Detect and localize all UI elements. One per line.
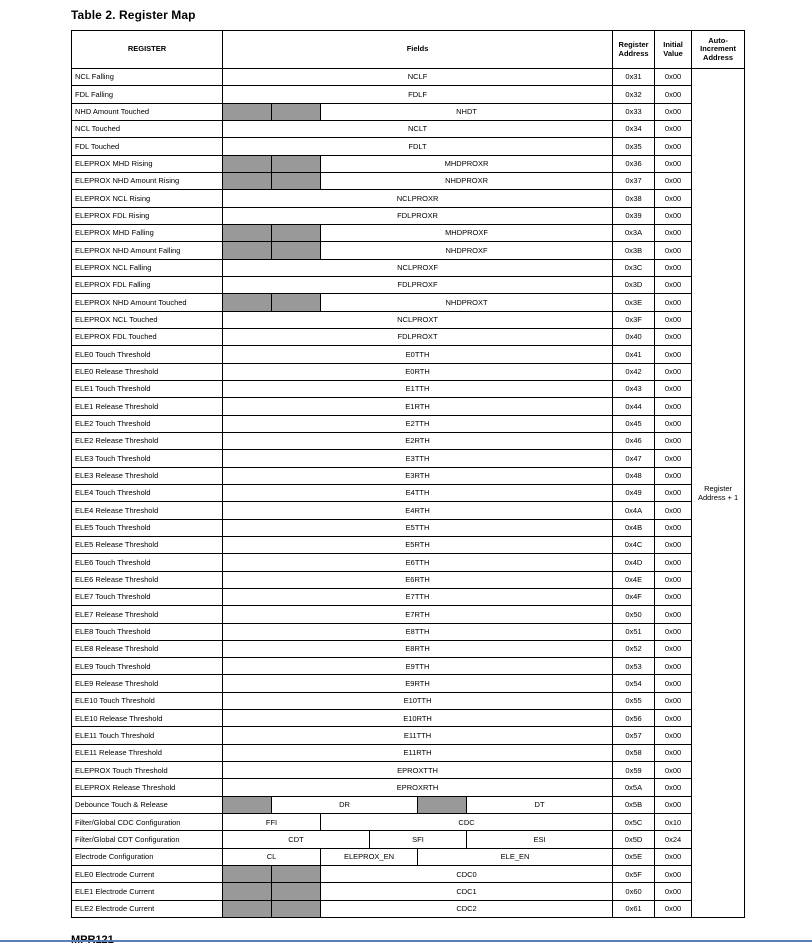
register-address: 0x35 [613, 138, 655, 155]
register-name: ELEPROX NHD Amount Rising [72, 172, 223, 189]
register-name: ELE2 Touch Threshold [72, 415, 223, 432]
table-row [72, 519, 745, 536]
initial-value: 0x00 [655, 796, 692, 813]
table-row [72, 259, 745, 276]
register-address: 0x31 [613, 69, 655, 86]
register-name: ELE3 Touch Threshold [72, 450, 223, 467]
initial-value: 0x00 [655, 554, 692, 571]
field-cell: E1TTH [223, 380, 613, 397]
table-row [72, 796, 745, 813]
register-address: 0x39 [613, 207, 655, 224]
register-name: ELE10 Release Threshold [72, 710, 223, 727]
register-address: 0x3E [613, 294, 655, 311]
register-name: ELEPROX Touch Threshold [72, 762, 223, 779]
initial-value: 0x00 [655, 224, 692, 241]
register-name: ELEPROX Release Threshold [72, 779, 223, 796]
register-address: 0x57 [613, 727, 655, 744]
field-cell: E5RTH [223, 536, 613, 553]
register-name: NHD Amount Touched [72, 103, 223, 120]
table-row [72, 675, 745, 692]
register-address: 0x61 [613, 900, 655, 917]
field-cell: NHDT [321, 103, 613, 120]
field-cell: NHDPROXF [321, 242, 613, 259]
field-cell: E2RTH [223, 432, 613, 449]
initial-value: 0x00 [655, 502, 692, 519]
initial-value: 0x24 [655, 831, 692, 848]
register-address: 0x38 [613, 190, 655, 207]
initial-value: 0x00 [655, 606, 692, 623]
field-cell: ELE_EN [418, 848, 613, 865]
field-cell: E7TTH [223, 588, 613, 605]
register-name: ELE0 Release Threshold [72, 363, 223, 380]
initial-value: 0x00 [655, 692, 692, 709]
table-row [72, 571, 745, 588]
initial-value: 0x00 [655, 432, 692, 449]
initial-value: 0x00 [655, 467, 692, 484]
field-cell: E0RTH [223, 363, 613, 380]
initial-value: 0x00 [655, 450, 692, 467]
register-name: ELE6 Release Threshold [72, 571, 223, 588]
register-address: 0x5D [613, 831, 655, 848]
table-row [72, 294, 745, 311]
field-cell: FDLPROXF [223, 276, 613, 293]
table-row [72, 502, 745, 519]
initial-value: 0x00 [655, 294, 692, 311]
register-name: ELE7 Release Threshold [72, 606, 223, 623]
register-name: Filter/Global CDT Configuration [72, 831, 223, 848]
initial-value: 0x00 [655, 380, 692, 397]
initial-value: 0x00 [655, 138, 692, 155]
table-title: Table 2. Register Map [71, 8, 196, 22]
register-address: 0x3F [613, 311, 655, 328]
register-name: Filter/Global CDC Configuration [72, 814, 223, 831]
register-address: 0x47 [613, 450, 655, 467]
reserved-bit-cell [418, 796, 467, 813]
field-cell: E6TTH [223, 554, 613, 571]
table-row [72, 866, 745, 883]
register-name: ELE6 Touch Threshold [72, 554, 223, 571]
register-address: 0x49 [613, 484, 655, 501]
table-row [72, 692, 745, 709]
table-row [72, 640, 745, 657]
register-address: 0x50 [613, 606, 655, 623]
field-cell: E9TTH [223, 658, 613, 675]
reserved-bit-cell [272, 866, 321, 883]
initial-value: 0x00 [655, 536, 692, 553]
register-map-table [71, 30, 745, 918]
initial-value: 0x00 [655, 658, 692, 675]
field-cell: ELEPROX_EN [321, 848, 418, 865]
register-name: ELE3 Release Threshold [72, 467, 223, 484]
table-row [72, 224, 745, 241]
table-row [72, 432, 745, 449]
register-name: ELE10 Touch Threshold [72, 692, 223, 709]
register-address: 0x40 [613, 328, 655, 345]
field-cell: E10RTH [223, 710, 613, 727]
table-row [72, 606, 745, 623]
table-row [72, 467, 745, 484]
field-cell: E6RTH [223, 571, 613, 588]
table-row [72, 172, 745, 189]
table-row [72, 554, 745, 571]
reserved-bit-cell [223, 900, 272, 917]
register-name: ELEPROX FDL Falling [72, 276, 223, 293]
field-cell: CDC0 [321, 866, 613, 883]
register-name: ELEPROX NCL Falling [72, 259, 223, 276]
table-row [72, 623, 745, 640]
register-name: ELE8 Release Threshold [72, 640, 223, 657]
reserved-bit-cell [223, 883, 272, 900]
field-cell: E7RTH [223, 606, 613, 623]
register-address: 0x3D [613, 276, 655, 293]
register-address: 0x3A [613, 224, 655, 241]
table-row [72, 484, 745, 501]
table-row [72, 380, 745, 397]
reserved-bit-cell [272, 900, 321, 917]
reserved-bit-cell [272, 242, 321, 259]
register-address: 0x4E [613, 571, 655, 588]
register-name: NCL Falling [72, 69, 223, 86]
register-address: 0x51 [613, 623, 655, 640]
initial-value: 0x00 [655, 848, 692, 865]
initial-value: 0x00 [655, 484, 692, 501]
register-name: ELE11 Release Threshold [72, 744, 223, 761]
table-row [72, 727, 745, 744]
initial-value: 0x00 [655, 120, 692, 137]
table-row [72, 398, 745, 415]
register-address: 0x32 [613, 86, 655, 103]
initial-value: 0x00 [655, 866, 692, 883]
field-cell: FFI [223, 814, 321, 831]
register-name: ELE9 Release Threshold [72, 675, 223, 692]
register-header: REGISTER [72, 31, 223, 69]
fields-header: Fields [223, 31, 613, 69]
field-cell: NCLPROXR [223, 190, 613, 207]
initial-value: 0x00 [655, 779, 692, 796]
field-cell: E1RTH [223, 398, 613, 415]
table-row [72, 328, 745, 345]
initial-value: 0x00 [655, 346, 692, 363]
register-name: FDL Touched [72, 138, 223, 155]
field-cell: E4RTH [223, 502, 613, 519]
initial-value: 0x00 [655, 69, 692, 86]
initial-value: 0x00 [655, 744, 692, 761]
initial-value: 0x00 [655, 900, 692, 917]
register-address: 0x5C [613, 814, 655, 831]
initial-value: 0x00 [655, 242, 692, 259]
register-address: 0x5E [613, 848, 655, 865]
register-address: 0x59 [613, 762, 655, 779]
field-cell: NCLPROXF [223, 259, 613, 276]
register-name: ELEPROX FDL Rising [72, 207, 223, 224]
register-address: 0x55 [613, 692, 655, 709]
reserved-bit-cell [223, 172, 272, 189]
table-row [72, 346, 745, 363]
initial-value-header: Initial Value [655, 31, 692, 69]
register-name: ELE4 Release Threshold [72, 502, 223, 519]
register-address: 0x42 [613, 363, 655, 380]
register-name: ELE1 Release Threshold [72, 398, 223, 415]
initial-value: 0x00 [655, 398, 692, 415]
auto-increment-header: Auto-Increment Address [692, 31, 745, 69]
register-name: ELEPROX MHD Falling [72, 224, 223, 241]
register-address: 0x4B [613, 519, 655, 536]
register-name: ELE7 Touch Threshold [72, 588, 223, 605]
register-address: 0x5B [613, 796, 655, 813]
table-row [72, 848, 745, 865]
table-row [72, 831, 745, 848]
register-name: ELEPROX NCL Rising [72, 190, 223, 207]
table-row [72, 363, 745, 380]
initial-value: 0x00 [655, 588, 692, 605]
register-address: 0x4C [613, 536, 655, 553]
field-cell: FDLPROXT [223, 328, 613, 345]
register-name: ELE5 Touch Threshold [72, 519, 223, 536]
field-cell: FDLF [223, 86, 613, 103]
table-row [72, 242, 745, 259]
register-address: 0x3C [613, 259, 655, 276]
field-cell: CDT [223, 831, 370, 848]
field-cell: E8RTH [223, 640, 613, 657]
table-row [72, 190, 745, 207]
initial-value: 0x00 [655, 762, 692, 779]
field-cell: E5TTH [223, 519, 613, 536]
field-cell: E4TTH [223, 484, 613, 501]
reserved-bit-cell [272, 103, 321, 120]
table-row [72, 120, 745, 137]
initial-value: 0x00 [655, 415, 692, 432]
register-address: 0x34 [613, 120, 655, 137]
field-cell: E3RTH [223, 467, 613, 484]
register-address: 0x48 [613, 467, 655, 484]
reserved-bit-cell [272, 294, 321, 311]
field-cell: E8TTH [223, 623, 613, 640]
initial-value: 0x00 [655, 311, 692, 328]
register-address: 0x33 [613, 103, 655, 120]
field-cell: E11RTH [223, 744, 613, 761]
register-name: ELE2 Release Threshold [72, 432, 223, 449]
register-name: ELEPROX FDL Touched [72, 328, 223, 345]
table-row [72, 744, 745, 761]
register-name: ELE0 Electrode Current [72, 866, 223, 883]
register-address: 0x52 [613, 640, 655, 657]
table-row [72, 588, 745, 605]
register-address: 0x4D [613, 554, 655, 571]
initial-value: 0x00 [655, 86, 692, 103]
initial-value: 0x00 [655, 519, 692, 536]
initial-value: 0x00 [655, 172, 692, 189]
reserved-bit-cell [272, 224, 321, 241]
table-row [72, 103, 745, 120]
initial-value: 0x00 [655, 363, 692, 380]
field-cell: MHDPROXF [321, 224, 613, 241]
register-address: 0x46 [613, 432, 655, 449]
register-address: 0x37 [613, 172, 655, 189]
field-cell: FDLPROXR [223, 207, 613, 224]
initial-value: 0x00 [655, 710, 692, 727]
initial-value: 0x00 [655, 571, 692, 588]
reserved-bit-cell [223, 294, 272, 311]
field-cell: E0TTH [223, 346, 613, 363]
register-name: ELE4 Touch Threshold [72, 484, 223, 501]
initial-value: 0x00 [655, 883, 692, 900]
field-cell: NCLF [223, 69, 613, 86]
field-cell: E3TTH [223, 450, 613, 467]
register-address: 0x60 [613, 883, 655, 900]
register-name: Debounce Touch & Release [72, 796, 223, 813]
field-cell: DR [272, 796, 418, 813]
table-row [72, 311, 745, 328]
table-row [72, 69, 745, 86]
table-row [72, 762, 745, 779]
initial-value: 0x00 [655, 623, 692, 640]
register-address: 0x53 [613, 658, 655, 675]
register-name: ELEPROX MHD Rising [72, 155, 223, 172]
field-cell: NCLPROXT [223, 311, 613, 328]
field-cell: DT [467, 796, 613, 813]
table-row [72, 86, 745, 103]
register-address: 0x5F [613, 866, 655, 883]
page-divider [0, 940, 812, 942]
reserved-bit-cell [223, 155, 272, 172]
field-cell: CDC1 [321, 883, 613, 900]
address-header: Register Address [613, 31, 655, 69]
initial-value: 0x00 [655, 727, 692, 744]
reserved-bit-cell [272, 155, 321, 172]
register-name: ELE2 Electrode Current [72, 900, 223, 917]
field-cell: E10TTH [223, 692, 613, 709]
register-address: 0x3B [613, 242, 655, 259]
field-cell: E11TTH [223, 727, 613, 744]
initial-value: 0x00 [655, 207, 692, 224]
register-address: 0x45 [613, 415, 655, 432]
reserved-bit-cell [272, 172, 321, 189]
field-cell: CDC [321, 814, 613, 831]
register-address: 0x58 [613, 744, 655, 761]
reserved-bit-cell [272, 883, 321, 900]
field-cell: E2TTH [223, 415, 613, 432]
register-address: 0x5A [613, 779, 655, 796]
field-cell: E9RTH [223, 675, 613, 692]
field-cell: EPROXTTH [223, 762, 613, 779]
field-cell: NHDPROXR [321, 172, 613, 189]
table-row [72, 814, 745, 831]
register-address: 0x43 [613, 380, 655, 397]
initial-value: 0x00 [655, 675, 692, 692]
field-cell: MHDPROXR [321, 155, 613, 172]
register-name: ELE5 Release Threshold [72, 536, 223, 553]
register-name: ELE1 Electrode Current [72, 883, 223, 900]
register-address: 0x56 [613, 710, 655, 727]
field-cell: NCLT [223, 120, 613, 137]
field-cell: SFI [370, 831, 467, 848]
field-cell: CL [223, 848, 321, 865]
initial-value: 0x00 [655, 259, 692, 276]
register-name: FDL Falling [72, 86, 223, 103]
table-row [72, 450, 745, 467]
initial-value: 0x00 [655, 640, 692, 657]
initial-value: 0x00 [655, 103, 692, 120]
field-cell: FDLT [223, 138, 613, 155]
register-name: ELE8 Touch Threshold [72, 623, 223, 640]
reserved-bit-cell [223, 224, 272, 241]
table-row [72, 779, 745, 796]
table-row [72, 883, 745, 900]
register-address: 0x41 [613, 346, 655, 363]
field-cell: ESI [467, 831, 613, 848]
table-row [72, 415, 745, 432]
table-row [72, 155, 745, 172]
initial-value: 0x00 [655, 190, 692, 207]
register-name: NCL Touched [72, 120, 223, 137]
table-row [72, 138, 745, 155]
register-name: ELEPROX NCL Touched [72, 311, 223, 328]
reserved-bit-cell [223, 103, 272, 120]
register-name: Electrode Configuration [72, 848, 223, 865]
header-row [72, 31, 745, 69]
table-row [72, 710, 745, 727]
field-cell: NHDPROXT [321, 294, 613, 311]
initial-value: 0x00 [655, 276, 692, 293]
table-row [72, 276, 745, 293]
table-row [72, 658, 745, 675]
register-name: ELE9 Touch Threshold [72, 658, 223, 675]
register-address: 0x44 [613, 398, 655, 415]
register-address: 0x36 [613, 155, 655, 172]
initial-value: 0x10 [655, 814, 692, 831]
table-row [72, 536, 745, 553]
register-name: ELEPROX NHD Amount Falling [72, 242, 223, 259]
initial-value: 0x00 [655, 328, 692, 345]
table-row [72, 207, 745, 224]
reserved-bit-cell [223, 796, 272, 813]
reserved-bit-cell [223, 242, 272, 259]
table-row [72, 900, 745, 917]
field-cell: CDC2 [321, 900, 613, 917]
initial-value: 0x00 [655, 155, 692, 172]
register-address: 0x54 [613, 675, 655, 692]
register-address: 0x4F [613, 588, 655, 605]
reserved-bit-cell [223, 866, 272, 883]
auto-increment-address: Register Address + 1 [692, 69, 745, 918]
register-name: ELE0 Touch Threshold [72, 346, 223, 363]
field-cell: EPROXRTH [223, 779, 613, 796]
register-name: ELE1 Touch Threshold [72, 380, 223, 397]
register-name: ELEPROX NHD Amount Touched [72, 294, 223, 311]
register-address: 0x4A [613, 502, 655, 519]
register-name: ELE11 Touch Threshold [72, 727, 223, 744]
